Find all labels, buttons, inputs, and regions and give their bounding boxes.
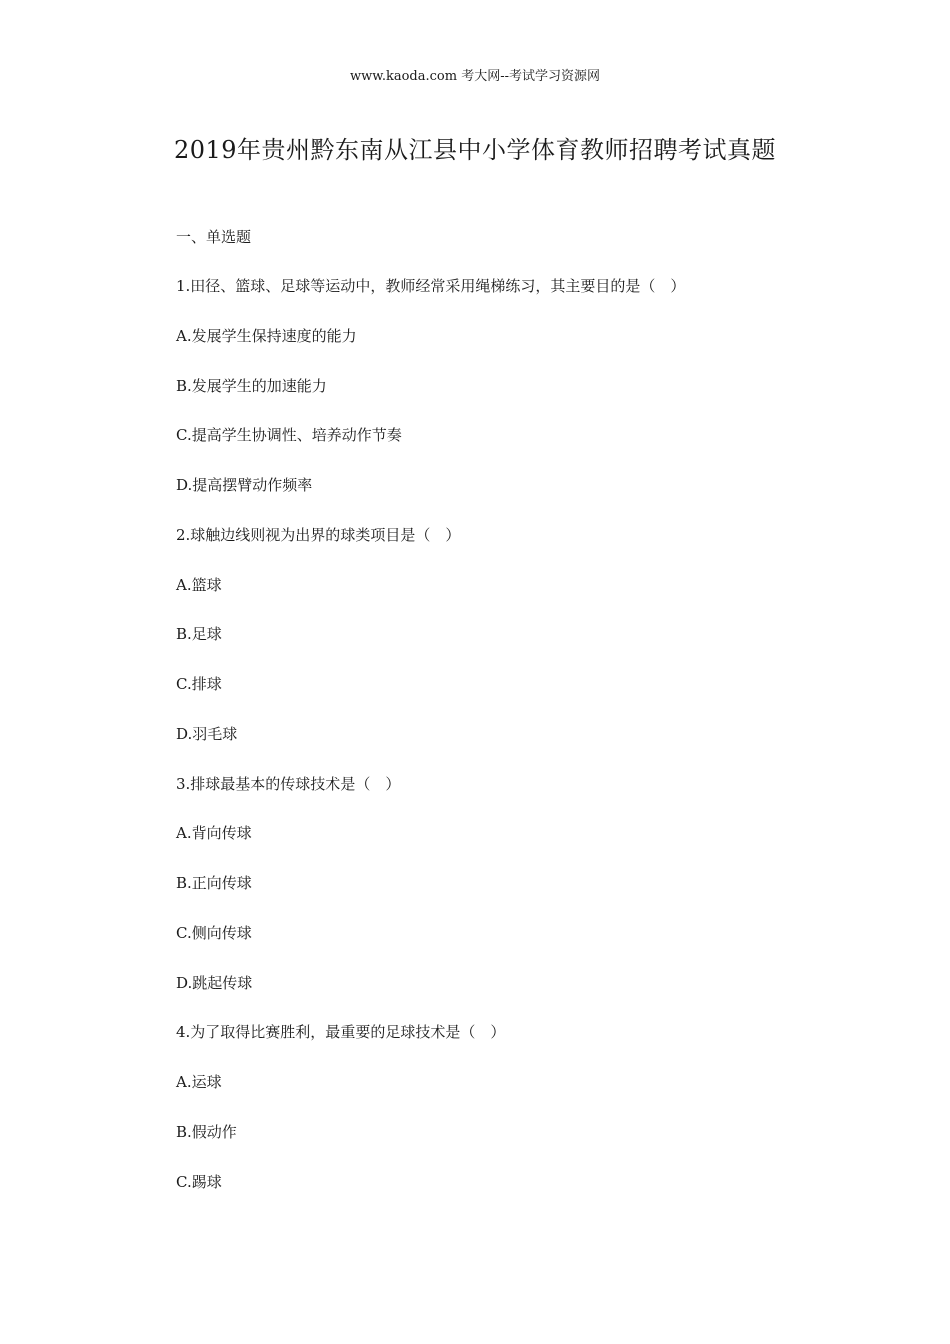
page-title: 2019年贵州黔东南从江县中小学体育教师招聘考试真题 [173, 136, 777, 164]
question-option: D.提高摆臂动作频率 [176, 476, 313, 494]
question-stem: 1.田径、篮球、足球等运动中，教师经常采用绳梯练习，其主要目的是（ ） [176, 277, 686, 295]
question-option: B.足球 [176, 625, 222, 643]
question-option: C.排球 [176, 675, 222, 693]
question-option: A.背向传球 [176, 824, 252, 842]
question-option: B.正向传球 [176, 874, 252, 892]
question-option: C.提高学生协调性、培养动作节奏 [176, 426, 402, 444]
question-stem: 2.球触边线则视为出界的球类项目是（ ） [176, 526, 461, 544]
question-stem: 4.为了取得比赛胜利，最重要的足球技术是（ ） [176, 1023, 506, 1041]
question-option: A.发展学生保持速度的能力 [176, 327, 357, 345]
site-header: www.kaoda.com 考大网--考试学习资源网 [350, 69, 600, 84]
section-heading: 一、单选题 [176, 228, 252, 246]
question-option: C.侧向传球 [176, 924, 252, 942]
question-option: B.假动作 [176, 1123, 237, 1141]
question-option: D.羽毛球 [176, 725, 238, 743]
question-option: A.篮球 [176, 576, 222, 594]
question-option: D.跳起传球 [176, 974, 253, 992]
question-option: B.发展学生的加速能力 [176, 377, 327, 395]
question-option: C.踢球 [176, 1173, 222, 1191]
question-option: A.运球 [176, 1073, 222, 1091]
question-stem: 3.排球最基本的传球技术是（ ） [176, 775, 401, 793]
